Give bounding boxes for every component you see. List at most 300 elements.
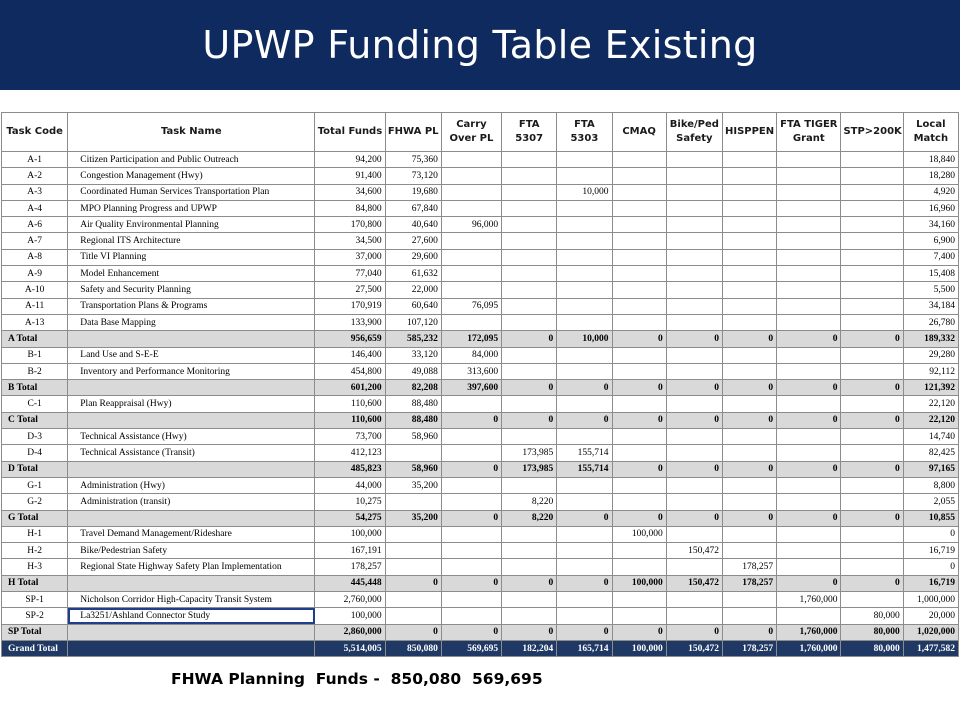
- amount-cell[interactable]: [502, 543, 557, 559]
- amount-cell[interactable]: [777, 477, 841, 493]
- amount-cell[interactable]: 0: [722, 412, 776, 428]
- amount-cell[interactable]: [612, 477, 666, 493]
- amount-cell[interactable]: 0: [903, 526, 958, 542]
- amount-cell[interactable]: 172,095: [441, 331, 501, 347]
- task-code-cell[interactable]: A-3: [2, 184, 68, 200]
- task-name-cell[interactable]: [68, 624, 315, 640]
- amount-cell[interactable]: 80,000: [841, 640, 903, 656]
- amount-cell[interactable]: 80,000: [841, 624, 903, 640]
- amount-cell[interactable]: [385, 608, 441, 624]
- amount-cell[interactable]: [557, 282, 612, 298]
- amount-cell[interactable]: [441, 152, 501, 168]
- amount-cell[interactable]: 601,200: [315, 380, 385, 396]
- amount-cell[interactable]: [612, 298, 666, 314]
- amount-cell[interactable]: 0: [385, 575, 441, 591]
- amount-cell[interactable]: 0: [385, 624, 441, 640]
- amount-cell[interactable]: [557, 494, 612, 510]
- amount-cell[interactable]: [502, 347, 557, 363]
- amount-cell[interactable]: 0: [557, 575, 612, 591]
- task-name-cell[interactable]: Safety and Security Planning: [68, 282, 315, 298]
- amount-cell[interactable]: [557, 233, 612, 249]
- task-name-cell[interactable]: Technical Assistance (Hwy): [68, 429, 315, 445]
- amount-cell[interactable]: [441, 282, 501, 298]
- amount-cell[interactable]: [777, 396, 841, 412]
- amount-cell[interactable]: 397,600: [441, 380, 501, 396]
- amount-cell[interactable]: 173,985: [502, 445, 557, 461]
- amount-cell[interactable]: 73,700: [315, 429, 385, 445]
- task-name-cell[interactable]: [68, 412, 315, 428]
- amount-cell[interactable]: 5,514,005: [315, 640, 385, 656]
- amount-cell[interactable]: 189,332: [903, 331, 958, 347]
- amount-cell[interactable]: 37,000: [315, 249, 385, 265]
- amount-cell[interactable]: 1,760,000: [777, 624, 841, 640]
- amount-cell[interactable]: [441, 184, 501, 200]
- amount-cell[interactable]: [612, 608, 666, 624]
- task-code-cell[interactable]: A-6: [2, 217, 68, 233]
- amount-cell[interactable]: [557, 559, 612, 575]
- task-name-cell[interactable]: [68, 510, 315, 526]
- task-code-cell[interactable]: D Total: [2, 461, 68, 477]
- amount-cell[interactable]: [666, 298, 722, 314]
- amount-cell[interactable]: [777, 298, 841, 314]
- task-name-cell[interactable]: Administration (transit): [68, 494, 315, 510]
- amount-cell[interactable]: [777, 184, 841, 200]
- amount-cell[interactable]: [777, 608, 841, 624]
- amount-cell[interactable]: [502, 266, 557, 282]
- amount-cell[interactable]: 170,800: [315, 217, 385, 233]
- amount-cell[interactable]: 77,040: [315, 266, 385, 282]
- task-name-cell[interactable]: Congestion Management (Hwy): [68, 168, 315, 184]
- amount-cell[interactable]: 16,719: [903, 543, 958, 559]
- amount-cell[interactable]: [841, 249, 903, 265]
- amount-cell[interactable]: 100,000: [612, 640, 666, 656]
- amount-cell[interactable]: 22,120: [903, 412, 958, 428]
- amount-cell[interactable]: [557, 168, 612, 184]
- amount-cell[interactable]: [841, 396, 903, 412]
- amount-cell[interactable]: [441, 266, 501, 282]
- amount-cell[interactable]: [666, 184, 722, 200]
- amount-cell[interactable]: [557, 608, 612, 624]
- amount-cell[interactable]: 20,000: [903, 608, 958, 624]
- amount-cell[interactable]: 75,360: [385, 152, 441, 168]
- amount-cell[interactable]: [502, 184, 557, 200]
- task-code-cell[interactable]: A-1: [2, 152, 68, 168]
- amount-cell[interactable]: [441, 168, 501, 184]
- amount-cell[interactable]: [612, 282, 666, 298]
- amount-cell[interactable]: [557, 200, 612, 216]
- amount-cell[interactable]: 22,120: [903, 396, 958, 412]
- amount-cell[interactable]: [612, 249, 666, 265]
- amount-cell[interactable]: [612, 363, 666, 379]
- amount-cell[interactable]: 0: [612, 331, 666, 347]
- amount-cell[interactable]: 92,112: [903, 363, 958, 379]
- amount-cell[interactable]: 67,840: [385, 200, 441, 216]
- amount-cell[interactable]: 27,500: [315, 282, 385, 298]
- amount-cell[interactable]: [612, 217, 666, 233]
- task-code-cell[interactable]: B-2: [2, 363, 68, 379]
- amount-cell[interactable]: 73,120: [385, 168, 441, 184]
- amount-cell[interactable]: 313,600: [441, 363, 501, 379]
- amount-cell[interactable]: 0: [841, 575, 903, 591]
- amount-cell[interactable]: 22,000: [385, 282, 441, 298]
- amount-cell[interactable]: [722, 445, 776, 461]
- amount-cell[interactable]: [557, 266, 612, 282]
- amount-cell[interactable]: 10,000: [557, 184, 612, 200]
- task-code-cell[interactable]: A-9: [2, 266, 68, 282]
- amount-cell[interactable]: [722, 184, 776, 200]
- task-name-cell[interactable]: Coordinated Human Services Transportation Plan: [68, 184, 315, 200]
- amount-cell[interactable]: [666, 200, 722, 216]
- amount-cell[interactable]: 34,600: [315, 184, 385, 200]
- amount-cell[interactable]: 412,123: [315, 445, 385, 461]
- amount-cell[interactable]: [722, 363, 776, 379]
- amount-cell[interactable]: [666, 477, 722, 493]
- task-name-cell[interactable]: Inventory and Performance Monitoring: [68, 363, 315, 379]
- amount-cell[interactable]: [612, 396, 666, 412]
- amount-cell[interactable]: [502, 249, 557, 265]
- amount-cell[interactable]: [722, 608, 776, 624]
- amount-cell[interactable]: [441, 608, 501, 624]
- amount-cell[interactable]: 100,000: [612, 575, 666, 591]
- amount-cell[interactable]: [441, 477, 501, 493]
- amount-cell[interactable]: 0: [777, 412, 841, 428]
- amount-cell[interactable]: [841, 200, 903, 216]
- amount-cell[interactable]: [612, 200, 666, 216]
- task-code-cell[interactable]: A Total: [2, 331, 68, 347]
- amount-cell[interactable]: [502, 396, 557, 412]
- amount-cell[interactable]: 0: [841, 510, 903, 526]
- amount-cell[interactable]: [612, 168, 666, 184]
- amount-cell[interactable]: [841, 494, 903, 510]
- amount-cell[interactable]: [502, 559, 557, 575]
- amount-cell[interactable]: [502, 314, 557, 330]
- amount-cell[interactable]: [666, 526, 722, 542]
- amount-cell[interactable]: [441, 445, 501, 461]
- amount-cell[interactable]: [722, 396, 776, 412]
- amount-cell[interactable]: [841, 168, 903, 184]
- amount-cell[interactable]: [385, 494, 441, 510]
- amount-cell[interactable]: [722, 429, 776, 445]
- amount-cell[interactable]: [777, 282, 841, 298]
- amount-cell[interactable]: [722, 592, 776, 608]
- amount-cell[interactable]: 0: [777, 461, 841, 477]
- amount-cell[interactable]: [612, 592, 666, 608]
- amount-cell[interactable]: [612, 543, 666, 559]
- amount-cell[interactable]: 19,680: [385, 184, 441, 200]
- amount-cell[interactable]: 0: [557, 412, 612, 428]
- amount-cell[interactable]: [841, 347, 903, 363]
- amount-cell[interactable]: [385, 592, 441, 608]
- amount-cell[interactable]: [612, 347, 666, 363]
- amount-cell[interactable]: 182,204: [502, 640, 557, 656]
- amount-cell[interactable]: [841, 282, 903, 298]
- task-name-cell[interactable]: [68, 640, 315, 656]
- task-name-cell[interactable]: [68, 575, 315, 591]
- amount-cell[interactable]: [666, 152, 722, 168]
- amount-cell[interactable]: 35,200: [385, 510, 441, 526]
- amount-cell[interactable]: 0: [612, 412, 666, 428]
- amount-cell[interactable]: [666, 592, 722, 608]
- amount-cell[interactable]: [666, 363, 722, 379]
- amount-cell[interactable]: 0: [612, 380, 666, 396]
- task-code-cell[interactable]: Grand Total: [2, 640, 68, 656]
- amount-cell[interactable]: [441, 314, 501, 330]
- amount-cell[interactable]: [841, 266, 903, 282]
- amount-cell[interactable]: 0: [841, 412, 903, 428]
- amount-cell[interactable]: 4,920: [903, 184, 958, 200]
- amount-cell[interactable]: 100,000: [612, 526, 666, 542]
- amount-cell[interactable]: 29,280: [903, 347, 958, 363]
- amount-cell[interactable]: 2,055: [903, 494, 958, 510]
- amount-cell[interactable]: 121,392: [903, 380, 958, 396]
- amount-cell[interactable]: 0: [777, 510, 841, 526]
- amount-cell[interactable]: [777, 347, 841, 363]
- task-name-cell[interactable]: Transportation Plans & Programs: [68, 298, 315, 314]
- amount-cell[interactable]: 16,719: [903, 575, 958, 591]
- amount-cell[interactable]: [777, 249, 841, 265]
- amount-cell[interactable]: [722, 282, 776, 298]
- amount-cell[interactable]: [777, 494, 841, 510]
- amount-cell[interactable]: 14,740: [903, 429, 958, 445]
- amount-cell[interactable]: [612, 152, 666, 168]
- amount-cell[interactable]: 0: [666, 624, 722, 640]
- amount-cell[interactable]: 155,714: [557, 461, 612, 477]
- amount-cell[interactable]: 454,800: [315, 363, 385, 379]
- amount-cell[interactable]: [722, 477, 776, 493]
- amount-cell[interactable]: [557, 396, 612, 412]
- task-name-cell[interactable]: Title VI Planning: [68, 249, 315, 265]
- amount-cell[interactable]: 0: [441, 575, 501, 591]
- amount-cell[interactable]: 150,472: [666, 575, 722, 591]
- task-code-cell[interactable]: A-10: [2, 282, 68, 298]
- amount-cell[interactable]: 178,257: [722, 575, 776, 591]
- amount-cell[interactable]: 0: [557, 624, 612, 640]
- amount-cell[interactable]: [841, 314, 903, 330]
- task-name-cell[interactable]: Land Use and S-E-E: [68, 347, 315, 363]
- amount-cell[interactable]: [722, 200, 776, 216]
- amount-cell[interactable]: 100,000: [315, 526, 385, 542]
- amount-cell[interactable]: [666, 559, 722, 575]
- amount-cell[interactable]: 585,232: [385, 331, 441, 347]
- task-code-cell[interactable]: H Total: [2, 575, 68, 591]
- amount-cell[interactable]: [502, 233, 557, 249]
- amount-cell[interactable]: [722, 347, 776, 363]
- amount-cell[interactable]: [666, 347, 722, 363]
- task-name-cell[interactable]: La3251/Ashland Connector Study: [68, 608, 315, 624]
- amount-cell[interactable]: [612, 314, 666, 330]
- amount-cell[interactable]: 485,823: [315, 461, 385, 477]
- amount-cell[interactable]: [777, 429, 841, 445]
- amount-cell[interactable]: 110,600: [315, 396, 385, 412]
- amount-cell[interactable]: [502, 298, 557, 314]
- amount-cell[interactable]: 0: [612, 624, 666, 640]
- amount-cell[interactable]: [557, 347, 612, 363]
- amount-cell[interactable]: [612, 233, 666, 249]
- amount-cell[interactable]: [841, 445, 903, 461]
- amount-cell[interactable]: [612, 266, 666, 282]
- amount-cell[interactable]: 107,120: [385, 314, 441, 330]
- amount-cell[interactable]: 1,477,582: [903, 640, 958, 656]
- amount-cell[interactable]: 54,275: [315, 510, 385, 526]
- amount-cell[interactable]: 133,900: [315, 314, 385, 330]
- amount-cell[interactable]: 0: [777, 331, 841, 347]
- amount-cell[interactable]: 35,200: [385, 477, 441, 493]
- amount-cell[interactable]: [666, 608, 722, 624]
- amount-cell[interactable]: 80,000: [841, 608, 903, 624]
- amount-cell[interactable]: 0: [502, 380, 557, 396]
- amount-cell[interactable]: 16,960: [903, 200, 958, 216]
- task-code-cell[interactable]: C-1: [2, 396, 68, 412]
- amount-cell[interactable]: [666, 168, 722, 184]
- amount-cell[interactable]: [502, 200, 557, 216]
- task-name-cell[interactable]: Travel Demand Management/Rideshare: [68, 526, 315, 542]
- amount-cell[interactable]: 91,400: [315, 168, 385, 184]
- amount-cell[interactable]: 0: [666, 380, 722, 396]
- amount-cell[interactable]: [777, 233, 841, 249]
- amount-cell[interactable]: 0: [841, 380, 903, 396]
- amount-cell[interactable]: [777, 200, 841, 216]
- amount-cell[interactable]: [777, 363, 841, 379]
- amount-cell[interactable]: [777, 152, 841, 168]
- amount-cell[interactable]: 84,800: [315, 200, 385, 216]
- task-name-cell[interactable]: Plan Reappraisal (Hwy): [68, 396, 315, 412]
- task-code-cell[interactable]: SP-1: [2, 592, 68, 608]
- amount-cell[interactable]: [557, 543, 612, 559]
- amount-cell[interactable]: [841, 559, 903, 575]
- task-code-cell[interactable]: G-1: [2, 477, 68, 493]
- amount-cell[interactable]: [722, 266, 776, 282]
- amount-cell[interactable]: 0: [841, 331, 903, 347]
- amount-cell[interactable]: 0: [666, 412, 722, 428]
- amount-cell[interactable]: 8,220: [502, 510, 557, 526]
- task-name-cell[interactable]: Citizen Participation and Public Outreach: [68, 152, 315, 168]
- task-code-cell[interactable]: A-7: [2, 233, 68, 249]
- amount-cell[interactable]: 173,985: [502, 461, 557, 477]
- amount-cell[interactable]: [557, 217, 612, 233]
- task-code-cell[interactable]: A-11: [2, 298, 68, 314]
- task-name-cell[interactable]: Regional ITS Architecture: [68, 233, 315, 249]
- amount-cell[interactable]: 110,600: [315, 412, 385, 428]
- amount-cell[interactable]: 44,000: [315, 477, 385, 493]
- amount-cell[interactable]: [441, 559, 501, 575]
- amount-cell[interactable]: 29,600: [385, 249, 441, 265]
- amount-cell[interactable]: 0: [557, 380, 612, 396]
- amount-cell[interactable]: [722, 168, 776, 184]
- amount-cell[interactable]: 1,760,000: [777, 592, 841, 608]
- task-name-cell[interactable]: Nicholson Corridor High-Capacity Transit System: [68, 592, 315, 608]
- amount-cell[interactable]: 0: [502, 624, 557, 640]
- amount-cell[interactable]: 0: [441, 624, 501, 640]
- amount-cell[interactable]: [502, 363, 557, 379]
- amount-cell[interactable]: 100,000: [315, 608, 385, 624]
- task-name-cell[interactable]: Bike/Pedestrian Safety: [68, 543, 315, 559]
- amount-cell[interactable]: [666, 445, 722, 461]
- amount-cell[interactable]: 0: [557, 510, 612, 526]
- amount-cell[interactable]: 18,280: [903, 168, 958, 184]
- amount-cell[interactable]: [441, 233, 501, 249]
- amount-cell[interactable]: 150,472: [666, 640, 722, 656]
- amount-cell[interactable]: 850,080: [385, 640, 441, 656]
- task-code-cell[interactable]: A-4: [2, 200, 68, 216]
- amount-cell[interactable]: 178,257: [722, 640, 776, 656]
- task-name-cell[interactable]: [68, 380, 315, 396]
- amount-cell[interactable]: 61,632: [385, 266, 441, 282]
- amount-cell[interactable]: [722, 298, 776, 314]
- amount-cell[interactable]: [777, 168, 841, 184]
- amount-cell[interactable]: [557, 298, 612, 314]
- amount-cell[interactable]: 34,184: [903, 298, 958, 314]
- amount-cell[interactable]: [612, 184, 666, 200]
- amount-cell[interactable]: 10,275: [315, 494, 385, 510]
- amount-cell[interactable]: 178,257: [722, 559, 776, 575]
- amount-cell[interactable]: 1,020,000: [903, 624, 958, 640]
- amount-cell[interactable]: [777, 217, 841, 233]
- amount-cell[interactable]: [557, 477, 612, 493]
- amount-cell[interactable]: 178,257: [315, 559, 385, 575]
- amount-cell[interactable]: 88,480: [385, 412, 441, 428]
- amount-cell[interactable]: 0: [502, 412, 557, 428]
- amount-cell[interactable]: 5,500: [903, 282, 958, 298]
- amount-cell[interactable]: 8,220: [502, 494, 557, 510]
- amount-cell[interactable]: 0: [777, 575, 841, 591]
- task-code-cell[interactable]: H-1: [2, 526, 68, 542]
- amount-cell[interactable]: 34,160: [903, 217, 958, 233]
- amount-cell[interactable]: 1,000,000: [903, 592, 958, 608]
- task-name-cell[interactable]: Administration (Hwy): [68, 477, 315, 493]
- amount-cell[interactable]: 0: [722, 380, 776, 396]
- amount-cell[interactable]: 0: [612, 461, 666, 477]
- amount-cell[interactable]: [502, 592, 557, 608]
- task-name-cell[interactable]: Technical Assistance (Transit): [68, 445, 315, 461]
- amount-cell[interactable]: 94,200: [315, 152, 385, 168]
- amount-cell[interactable]: [502, 168, 557, 184]
- amount-cell[interactable]: [841, 543, 903, 559]
- task-code-cell[interactable]: A-8: [2, 249, 68, 265]
- task-code-cell[interactable]: D-4: [2, 445, 68, 461]
- amount-cell[interactable]: [722, 217, 776, 233]
- amount-cell[interactable]: [441, 200, 501, 216]
- amount-cell[interactable]: 82,425: [903, 445, 958, 461]
- task-code-cell[interactable]: B-1: [2, 347, 68, 363]
- amount-cell[interactable]: 0: [722, 461, 776, 477]
- amount-cell[interactable]: [385, 445, 441, 461]
- amount-cell[interactable]: 8,800: [903, 477, 958, 493]
- amount-cell[interactable]: 15,408: [903, 266, 958, 282]
- amount-cell[interactable]: [441, 543, 501, 559]
- amount-cell[interactable]: 146,400: [315, 347, 385, 363]
- amount-cell[interactable]: 60,640: [385, 298, 441, 314]
- amount-cell[interactable]: [557, 526, 612, 542]
- amount-cell[interactable]: [666, 494, 722, 510]
- task-name-cell[interactable]: [68, 461, 315, 477]
- amount-cell[interactable]: 170,919: [315, 298, 385, 314]
- amount-cell[interactable]: [441, 396, 501, 412]
- amount-cell[interactable]: 26,780: [903, 314, 958, 330]
- amount-cell[interactable]: [722, 494, 776, 510]
- amount-cell[interactable]: 58,960: [385, 461, 441, 477]
- amount-cell[interactable]: [441, 526, 501, 542]
- amount-cell[interactable]: [557, 592, 612, 608]
- amount-cell[interactable]: [841, 217, 903, 233]
- amount-cell[interactable]: [502, 526, 557, 542]
- task-code-cell[interactable]: SP-2: [2, 608, 68, 624]
- amount-cell[interactable]: [502, 152, 557, 168]
- task-name-cell[interactable]: Air Quality Environmental Planning: [68, 217, 315, 233]
- amount-cell[interactable]: 97,165: [903, 461, 958, 477]
- task-code-cell[interactable]: B Total: [2, 380, 68, 396]
- amount-cell[interactable]: [557, 429, 612, 445]
- amount-cell[interactable]: 76,095: [441, 298, 501, 314]
